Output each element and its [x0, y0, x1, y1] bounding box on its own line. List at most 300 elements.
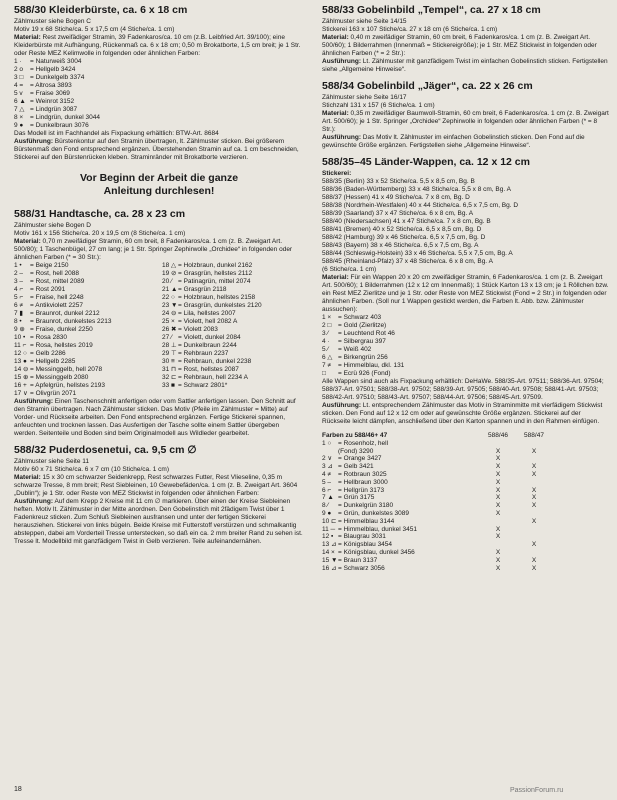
color-name: = Holzbraun, hellstes 2158	[178, 294, 256, 301]
farben-cell-46: X	[495, 455, 501, 463]
symbol: 9 ●	[322, 509, 332, 517]
symbol: 10 •	[14, 334, 26, 341]
right-column	[322, 4, 610, 578]
farben-table-section	[322, 432, 610, 572]
symbol: 5 ⁄	[322, 346, 329, 353]
farben-cell-47	[516, 455, 552, 463]
symbol: 4 ≠	[322, 470, 331, 478]
color-name: = Lindgrün 3087	[30, 106, 78, 113]
color-name: = Gelb 2286	[30, 350, 66, 357]
symbol: 15 ▼	[322, 556, 338, 564]
farben-row	[322, 557, 552, 565]
wappen-item: 588/41 (Bremen) 40 x 52 Stiche/ca. 6,5 x 8,5 cm, Bg. D	[322, 226, 482, 233]
material-paragraph	[14, 474, 304, 498]
color-name: = Fraise 3069	[30, 90, 70, 97]
ausfuehrung-paragraph	[322, 402, 610, 426]
color-item	[162, 294, 304, 302]
color-name: = Violett, hell 2082 A	[178, 318, 238, 325]
wappen-item: 588/35 (Berlin) 33 x 52 Stiche/ca. 5,5 x 8,5 cm, Bg. B	[322, 178, 475, 185]
text-line: Zählmuster siehe Seite 16/17	[322, 94, 407, 101]
color-name: = Hellgelb 3424	[30, 66, 76, 73]
color-name: = Blaugrau 3031	[338, 533, 386, 541]
color-item	[322, 314, 610, 322]
farben-cell-47	[516, 479, 552, 487]
farben-row	[322, 549, 552, 557]
farben-cell-47: X	[531, 486, 537, 494]
color-name: = Antikviolett 2257	[30, 302, 83, 309]
symbol: 28 ⊥	[162, 342, 177, 349]
color-item	[14, 90, 304, 98]
symbol: 14 ×	[322, 548, 335, 556]
color-item	[322, 346, 610, 354]
color-item	[14, 358, 162, 366]
color-item	[162, 286, 304, 294]
symbol: 9 ⊕	[14, 326, 25, 333]
ausfuehrung-paragraph	[14, 498, 304, 546]
color-item	[162, 262, 304, 270]
farben-cell-name	[322, 549, 480, 557]
color-name: = Weinrot 3152	[30, 98, 75, 105]
farben-row	[322, 487, 552, 495]
farben-cell-47: X	[531, 556, 537, 564]
farben-cell-name	[322, 557, 480, 565]
color-grid	[14, 262, 304, 398]
color-name: = Lindgrün, dunkel 3044	[30, 114, 100, 121]
farben-cell-47: X	[531, 517, 537, 525]
color-item	[162, 310, 304, 318]
color-name: = Rehbraun, hell 2234 A	[178, 374, 248, 381]
color-name: = Dunkelbraun 2244	[178, 342, 237, 349]
color-item	[14, 366, 162, 374]
color-item	[14, 318, 162, 326]
symbol: 3 –	[14, 278, 24, 285]
ausfuehrung-label: Ausführung:	[322, 134, 361, 141]
color-name: = Grasgrün, dunkelstes 2120	[178, 302, 262, 309]
color-item	[14, 278, 162, 286]
color-item	[14, 390, 162, 398]
color-name: = Rehbraun, dunkel 2238	[178, 358, 252, 365]
symbol: 3 □	[14, 74, 24, 81]
notice-line: Anleitung durchlesen!	[103, 185, 215, 197]
text-line: Stickerei 163 x 107 Stiche/ca. 27 x 18 cm (6 Stiche/ca. 1 cm)	[322, 26, 498, 33]
material-text: 0,40 m zweifädiger Stramin, 60 cm breit, 6 Fadenkaros/ca. 1 cm (z. B. Zweigart Art. 500/60); 1 Bilderrahmen (Innenmaß = Stickereigröße); je 1 Str. MEZ Stickwist in folgenden oder ähnlichen Farben (* = 2 Str.):	[322, 34, 597, 57]
color-item	[14, 286, 162, 294]
color-item	[322, 370, 610, 378]
symbol: 6 ⌐	[322, 486, 332, 494]
farben-row	[322, 479, 552, 487]
symbol: 13 ⊿	[322, 541, 337, 549]
color-item	[14, 98, 304, 106]
symbol: 22 ○	[162, 294, 175, 301]
farben-cell-47: X	[531, 447, 537, 455]
symbol: 15 ⊕	[14, 374, 29, 381]
material-paragraph	[322, 34, 610, 58]
color-list	[14, 58, 304, 130]
farben-row	[322, 494, 552, 502]
farben-row	[322, 448, 552, 456]
color-name: = Weiß 402	[338, 346, 372, 353]
symbol: 9 ●	[14, 122, 24, 129]
symbol: 8 ×	[14, 114, 24, 121]
material-text: 15 x 30 cm schwarzer Seidenkrepp, Rest schwarzes Futter, Rest Vlieseline, 0,35 m schwarze Tresse, 8 mm breit; Rest Siebleinen, 10 Gewebefäden/ca. 1 cm (z. B. Zweigart Art. 3604 „Dublin“); je 1 Str. oder Reste von MEZ Stickwist in folgenden oder ähnlichen Farben:	[14, 474, 298, 497]
farben-cell-name	[322, 463, 480, 471]
color-item	[162, 366, 304, 374]
farben-cell-name	[322, 502, 480, 510]
symbol: 30 ≡	[162, 358, 175, 365]
text-line: Zählmuster siehe Bogen C	[14, 18, 91, 25]
text-line: Motiv 161 x 156 Stiche/ca. 20 x 19,5 cm (8 Stiche/ca. 1 cm)	[14, 230, 186, 237]
color-name: = Silbergrau 397	[338, 338, 386, 345]
color-name: = Rosa 2830	[30, 334, 68, 341]
ausfuehrung-text: Bürstenkontur auf den Stramin übertragen, lt. Zählmuster sticken. Bei größerem Bürstenmaß den Fond entsprechend ergänzen. Überstehenden Stramin auf ca. 1 cm beschneiden, Stickerei auf den Bürstenrücken kleben. Straminränder mit Brokatborte verzieren.	[14, 138, 299, 161]
symbol: 1 ×	[322, 314, 332, 321]
symbol: 6 ▲	[14, 98, 26, 105]
color-item	[14, 122, 304, 130]
wappen-item: 588/40 (Niedersachsen) 41 x 47 Stiche/ca. 7 x 8 cm, Bg. B	[322, 218, 491, 225]
color-name: = Leuchtend Rot 46	[338, 330, 395, 337]
symbol: 10 ⊏	[322, 517, 337, 525]
symbol: 26 ✖	[162, 326, 177, 333]
farben-cell-47	[516, 440, 552, 448]
color-item	[162, 326, 304, 334]
farben-cell-46: X	[495, 525, 501, 533]
farben-cell-47	[516, 526, 552, 534]
column-header: 588/47	[524, 432, 544, 439]
symbol: 2 ∨	[322, 455, 333, 463]
symbol: 21 ▲	[162, 286, 178, 293]
symbol: 6 ≠	[14, 302, 23, 309]
color-item	[322, 338, 610, 346]
farben-row	[322, 463, 552, 471]
color-item	[162, 382, 304, 390]
farben-cell-46	[480, 518, 516, 526]
farben-cell-47: X	[531, 470, 537, 478]
color-item	[162, 374, 304, 382]
color-name: = Fraise, dunkel 2250	[30, 326, 93, 333]
farben-cell-47	[516, 533, 552, 541]
color-item	[14, 350, 162, 358]
color-item	[14, 106, 304, 114]
section-heading: 588/34 Gobelinbild „Jäger“, ca. 22 x 26 cm	[322, 80, 533, 92]
color-item	[14, 326, 162, 334]
color-item	[14, 294, 162, 302]
color-name: = Fraise, hell 2248	[30, 294, 84, 301]
section-588-30	[14, 4, 304, 162]
farben-row	[322, 518, 552, 526]
farben-cell-47: X	[531, 463, 537, 471]
color-name: = Hellgrün 3173	[338, 486, 385, 494]
color-item	[162, 334, 304, 342]
color-item	[14, 74, 304, 82]
section-588-34	[322, 80, 610, 150]
farben-row	[322, 502, 552, 510]
farben-row	[322, 455, 552, 463]
color-name: = Violett 2083	[178, 326, 218, 333]
color-name: = Rotbraun 3025	[338, 470, 387, 478]
farben-cell-46: X	[495, 486, 501, 494]
symbol: 32 ⊏	[162, 374, 177, 381]
color-item	[14, 262, 162, 270]
section-588-32	[14, 444, 304, 546]
ausfuehrung-text: Auf dem Krepp 2 Kreise mit 11 cm ∅ markieren. Über einen der Kreise Siebleinen heften. Motiv lt. Zählmuster in der Mitte anordnen. Den Gobelinstich mit 2fädigem Twist über 1 Fadenkreuz sticken. Zum Schluß Siebleinen ausfransen und unter der fertigen Stickerei herausziehen. Stickerei von links bügeln. Beide Kreise mit Futterstoff verstürzen und schmalkantig absteppen, dabei am Vorderteil Tresse unterstecken, so daß ein ca. 2 mm breiter Rand zu sehen ist. Tresse lt. Modellbild mit ganzfädigem Twist in Gelb verzieren. Teile aufeinandernähen.	[14, 498, 303, 545]
farben-cell-46: X	[495, 502, 501, 510]
wappen-item: 588/39 (Saarland) 37 x 47 Stiche/ca. 6 x 8 cm, Bg. A	[322, 210, 474, 217]
farben-title	[322, 432, 480, 440]
color-name: = Rost 2091	[30, 286, 66, 293]
color-name: = Himmelblau, dkl. 131	[338, 362, 405, 369]
material-label: Material:	[322, 274, 349, 281]
farben-cell-name	[322, 479, 480, 487]
farben-cell-name	[322, 494, 480, 502]
ausfuehrung-text: Einen Taschenschnitt anfertigen oder vom Sattler anfertigen lassen. Den Schnitt auf den Stramin übertragen. Nach Zählmuster sticken. Das Motiv (Pfeile im Zählmuster = Mitte) auf Vorder- und Rückseite arbeiten. Den Fond entsprechend ergänzen. Fertige Stickerei spannen, anfeuchten und trocknen lassen. Das Ausfertigen der Tasche sollte einem Sattler übergeben werden. Seitenteile und Boden sind beim Originalmodell aus Wildleder gearbeitet.	[14, 398, 296, 437]
material-paragraph	[322, 110, 610, 134]
symbol: 12 ▪	[322, 533, 334, 541]
color-name: = Messinggelb, hell 2078	[30, 366, 103, 373]
color-name: = Braunrot, dunkelstes 2213	[30, 318, 112, 325]
ausfuehrung-paragraph	[14, 138, 304, 162]
color-name: = Hellgelb 2285	[30, 358, 76, 365]
color-item	[162, 302, 304, 310]
color-name: = Rosenholz, hell	[338, 439, 389, 447]
farben-header-row	[322, 432, 552, 440]
symbol: 1 ·	[14, 58, 22, 65]
farben-cell-46	[480, 541, 516, 549]
color-name: (Fond) 3290	[338, 447, 374, 455]
ausfuehrung-label: Ausführung:	[14, 138, 53, 145]
ausfuehrung-text: Das Motiv lt. Zählmuster im einfachen Gobelinstich sticken. Den Fond auf die gewünschte Größe ergänzen. Fertigstellen siehe „Allgemeine Hinweise“.	[322, 134, 585, 149]
farben-cell-46: X	[495, 463, 501, 471]
farben-cell-name	[322, 510, 480, 518]
color-name: = Grasgrün, hellstes 2112	[178, 270, 253, 277]
wappen-item: (6 Stiche/ca. 1 cm)	[322, 266, 377, 273]
text-line: Zählmuster siehe Bogen D	[14, 222, 91, 229]
color-item	[162, 270, 304, 278]
color-item	[162, 350, 304, 358]
ausfuehrung-paragraph	[322, 134, 610, 150]
color-name: = Schwarz 2801*	[178, 382, 228, 389]
color-name: = Grasgrün 2118	[178, 286, 227, 293]
color-item	[322, 354, 610, 362]
farben-cell-47	[516, 549, 552, 557]
farben-row	[322, 471, 552, 479]
section-heading: 588/35–45 Länder-Wappen, ca. 12 x 12 cm	[322, 156, 530, 168]
wappen-item: 588/38 (Nordrhein-Westfalen) 40 x 44 Stiche/ca. 6,5 x 7,5 cm, Bg. D	[322, 202, 519, 209]
symbol: 4 ·	[322, 338, 330, 345]
symbol: 2 □	[322, 322, 332, 329]
symbol: 8 ⁄	[322, 502, 329, 510]
symbol: 6 △	[322, 354, 333, 361]
symbol: 7 △	[14, 106, 25, 113]
material-label: Material:	[322, 110, 349, 117]
color-name: = Lila, hellstes 2007	[178, 310, 236, 317]
color-name: = Dunkelgrün 3180	[338, 502, 394, 510]
symbol: 16 +	[14, 382, 27, 389]
farben-cell-46: X	[495, 509, 501, 517]
farben-cell-name	[322, 541, 480, 549]
farben-cell-46: X	[495, 494, 501, 502]
symbol: 4 ⌐	[14, 286, 24, 293]
symbol: 19 ⊘	[162, 270, 177, 277]
farben-cell-name	[322, 440, 480, 448]
color-name: = Dunkelbraun 3076	[30, 122, 89, 129]
text-line: Stichzahl 131 x 157 (6 Stiche/ca. 1 cm)	[322, 102, 435, 109]
wappen-list	[322, 178, 610, 274]
farben-cell-name	[322, 448, 480, 456]
farben-row	[322, 440, 552, 448]
color-name: = Rost, mittel 2089	[30, 278, 85, 285]
color-name: = Gelb 3421	[338, 463, 374, 471]
ausfuehrung-label: Ausführung:	[14, 398, 53, 405]
color-name: = Naturweiß 3004	[30, 58, 82, 65]
farben-cell-47: X	[531, 541, 537, 549]
farben-row	[322, 533, 552, 541]
color-name: = Hellbraun 3000	[338, 478, 388, 486]
color-name: = Rost, hell 2088	[30, 270, 79, 277]
farben-cell-47: X	[531, 502, 537, 510]
symbol: 7 ≠	[322, 362, 331, 369]
text-line: Motiv 19 x 68 Stiche/ca. 5 x 17,5 cm (4 Stiche/ca. 1 cm)	[14, 26, 175, 33]
color-name: = Patinagrün, mittel 2074	[178, 278, 251, 285]
material-label: Material:	[14, 34, 41, 41]
symbol: 20 ⁄	[162, 278, 173, 285]
color-item	[14, 58, 304, 66]
material-label: Material:	[322, 34, 349, 41]
color-name: = Grün, dunkelstes 3089	[338, 509, 410, 517]
material-text: Rest zweifädiger Stramin, 39 Fadenkaros/ca. 10 cm (z.B. Leibfried Art. 39/100); eine Kleiderbürste mit Aufhängung, Rückenmaß ca. 6 x 18 cm; 0,50 m Brokatborte, 1,5 cm breit; je 1 Str. oder Reste MEZ Kelimwolle in folgenden oder ähnlichen Farben:	[14, 34, 301, 57]
farben-cell-46	[480, 440, 516, 448]
ausfuehrung-label: Ausführung:	[322, 402, 361, 409]
section-heading: 588/33 Gobelinbild „Tempel“, ca. 27 x 18 cm	[322, 4, 541, 16]
notice-line: Vor Beginn der Arbeit die ganze	[79, 172, 239, 184]
section-heading: 588/32 Puderdosenetui, ca. 9,5 cm ∅	[14, 444, 197, 456]
farben-cell-name	[322, 471, 480, 479]
color-item	[14, 302, 162, 310]
symbol: 29 ⊤	[162, 350, 177, 357]
symbol: 23 ▼	[162, 302, 178, 309]
section-heading: 588/30 Kleiderbürste, ca. 6 x 18 cm	[14, 4, 188, 16]
material-text: 0,70 m zweifädiger Stramin, 60 cm breit, 8 Fadenkaros/ca. 1 cm (z. B. Zweigart Art. 500/80); 1 Taschenbügel, 27 cm lang; je 1 Str. Springer Zephirwolle „Orchidee“ in folgenden oder ähnlichen Farben (* = 30 Str.):	[14, 238, 293, 261]
section-588-35-45	[322, 156, 610, 426]
wappen-item: 588/36 (Baden-Württemberg) 33 x 48 Stiche/ca. 5,5 x 8 cm, Bg. A	[322, 186, 511, 193]
ausfuehrung-paragraph	[322, 58, 610, 74]
symbol: 13 ●	[14, 358, 27, 365]
color-name: = Grün 3175	[338, 494, 375, 502]
color-item	[14, 66, 304, 74]
color-list-a	[14, 262, 162, 398]
color-name: = Himmelblau, dunkel 3451	[338, 525, 417, 533]
color-name: = Braunrot, dunkel 2212	[30, 310, 100, 317]
fixpackung-note: Das Modell ist im Fachhandel als Fixpackung erhältlich: BTW-Art. 8684	[14, 130, 219, 137]
page-number: 18	[14, 786, 22, 793]
wappen-item: 588/44 (Schleswig-Holstein) 33 x 46 Stiche/ca. 5,5 x 7,5 cm, Bg. A	[322, 250, 513, 257]
symbol: 11 ⌐	[14, 342, 27, 349]
color-name: = Olivgrün 2071	[30, 390, 77, 397]
color-name: = Messinggelb 2080	[30, 374, 89, 381]
column-header: 588/46	[488, 432, 508, 439]
wappen-item: 588/45 (Rheinland-Pfalz) 37 x 48 Stiche/ca. 6 x 8 cm, Bg. A	[322, 258, 493, 265]
color-item	[14, 82, 304, 90]
section-588-31	[14, 208, 304, 438]
fixpackung-note: Alle Wappen sind auch als Fixpackung erhältlich: DeHaWe. 588/35-Art. 97511; 588/36-Art. 97504; 588/37-Art. 97501; 588/38-Art. 97502; 588/39-Art. 97505; 588/40-Art. 97508; 588/41-Art. 97503; 588/42-Art. 97510; 588/43-Art. 97507; 588/44-Art. 97506; 588/45-Art. 97509.	[322, 378, 604, 401]
farben-cell-46: X	[495, 470, 501, 478]
farben-cell-name	[322, 526, 480, 534]
color-name: = Dunkelgelb 3374	[30, 74, 85, 81]
symbol: 1 ○	[322, 439, 332, 447]
color-name: = Schwarz 403	[338, 314, 382, 321]
color-name: = Holzbraun, dunkel 2162	[178, 262, 253, 269]
color-item	[162, 342, 304, 350]
farben-cell-46: X	[495, 556, 501, 564]
color-name: = Königsblau 3454	[338, 541, 393, 549]
color-item	[162, 358, 304, 366]
color-name: = Altrosa 3893	[30, 82, 72, 89]
symbol: 31 ⊓	[162, 366, 177, 373]
farben-row	[322, 541, 552, 549]
symbol: 8 •	[14, 318, 22, 325]
watermark: PassionForum.ru	[510, 787, 564, 794]
farben-cell-name	[322, 455, 480, 463]
farben-table-body	[322, 440, 552, 573]
color-name: = Beige 2150	[30, 262, 69, 269]
color-name: = Braun 3137	[338, 556, 378, 564]
ausfuehrung-text: Lt. entsprechendem Zählmuster das Motiv in Straminmitte mit vierfädigem Stickwist sticken. Den Fond auf 12 x 12 cm oder auf gewünschte Größe ergänzen. Stickerei auf der Rückseite leicht dämpfen, anschließend über den Karton spannen und in den Rahmen einfügen.	[322, 402, 603, 425]
symbol: 24 ⊖	[162, 310, 177, 317]
symbol: 33 ■	[162, 382, 175, 389]
farben-cell-name	[322, 487, 480, 495]
ausfuehrung-paragraph	[14, 398, 304, 438]
symbol: 16 ⊿	[322, 564, 337, 572]
farben-table	[322, 432, 552, 572]
color-item	[14, 114, 304, 122]
color-list-b	[162, 262, 304, 398]
stickerei-label-text: Stickerei:	[322, 170, 352, 177]
symbol: 27 ⁄	[162, 334, 173, 341]
material-text: Für ein Wappen 20 x 20 cm zweifädiger Stramin, 6 Fadenkaros/ca. 1 cm (z. B. Zweigart Art. 500/60); 1 Bilderrahmen (12 x 12 cm Innenmaß); 1 Stück Karton 13 x 13 cm; je 1 Röllchen bzw. ein Rest MEZ Zierlitze und je 1 Str. oder Reste von MEZ Stickwist (Fond = 2 Str.) in folgenden oder ähnlichen Farben. (Soll nur 1 Wappen gestickt werden, die Farben lt. Abb. bzw. Zählmuster aussuchen):	[322, 274, 609, 313]
wappen-item: 588/37 (Hessen) 41 x 49 Stiche/ca. 7 x 8 cm, Bg. D	[322, 194, 470, 201]
symbol: □	[322, 370, 326, 377]
farben-cell-name	[322, 533, 480, 541]
color-item	[14, 382, 162, 390]
material-label: Material:	[14, 474, 41, 481]
color-item	[162, 318, 304, 326]
symbol: 12 ○	[14, 350, 27, 357]
material-label: Material:	[14, 238, 41, 245]
farben-row	[322, 526, 552, 534]
symbol: 3 ⊿	[322, 463, 333, 471]
color-name: = Rehbraun 2237	[178, 350, 229, 357]
color-name: = Violett, dunkel 2084	[178, 334, 241, 341]
color-item	[322, 330, 610, 338]
farben-cell-47: X	[531, 494, 537, 502]
color-name: = Himmelblau 3144	[338, 517, 395, 525]
symbol: 1 •	[14, 262, 22, 269]
material-paragraph	[322, 274, 610, 314]
symbol: 4 =	[14, 82, 24, 89]
color-item	[322, 362, 610, 370]
text-line: Motiv 60 x 71 Stiche/ca. 6 x 7 cm (10 Stiche/ca. 1 cm)	[14, 466, 169, 473]
farben-cell-47: X	[531, 564, 537, 572]
farben-cell-46: X	[495, 447, 501, 455]
symbol: 7 ▮	[14, 310, 23, 317]
color-name: = Schwarz 3056	[338, 564, 385, 572]
color-item	[14, 270, 162, 278]
color-name: = Rosa, hellstes 2019	[30, 342, 93, 349]
symbol: 18 △	[162, 262, 177, 269]
farben-row	[322, 565, 552, 573]
color-item	[322, 322, 610, 330]
symbol: 3 ⁄	[322, 330, 329, 337]
color-name: = Orange 3427	[338, 455, 382, 463]
